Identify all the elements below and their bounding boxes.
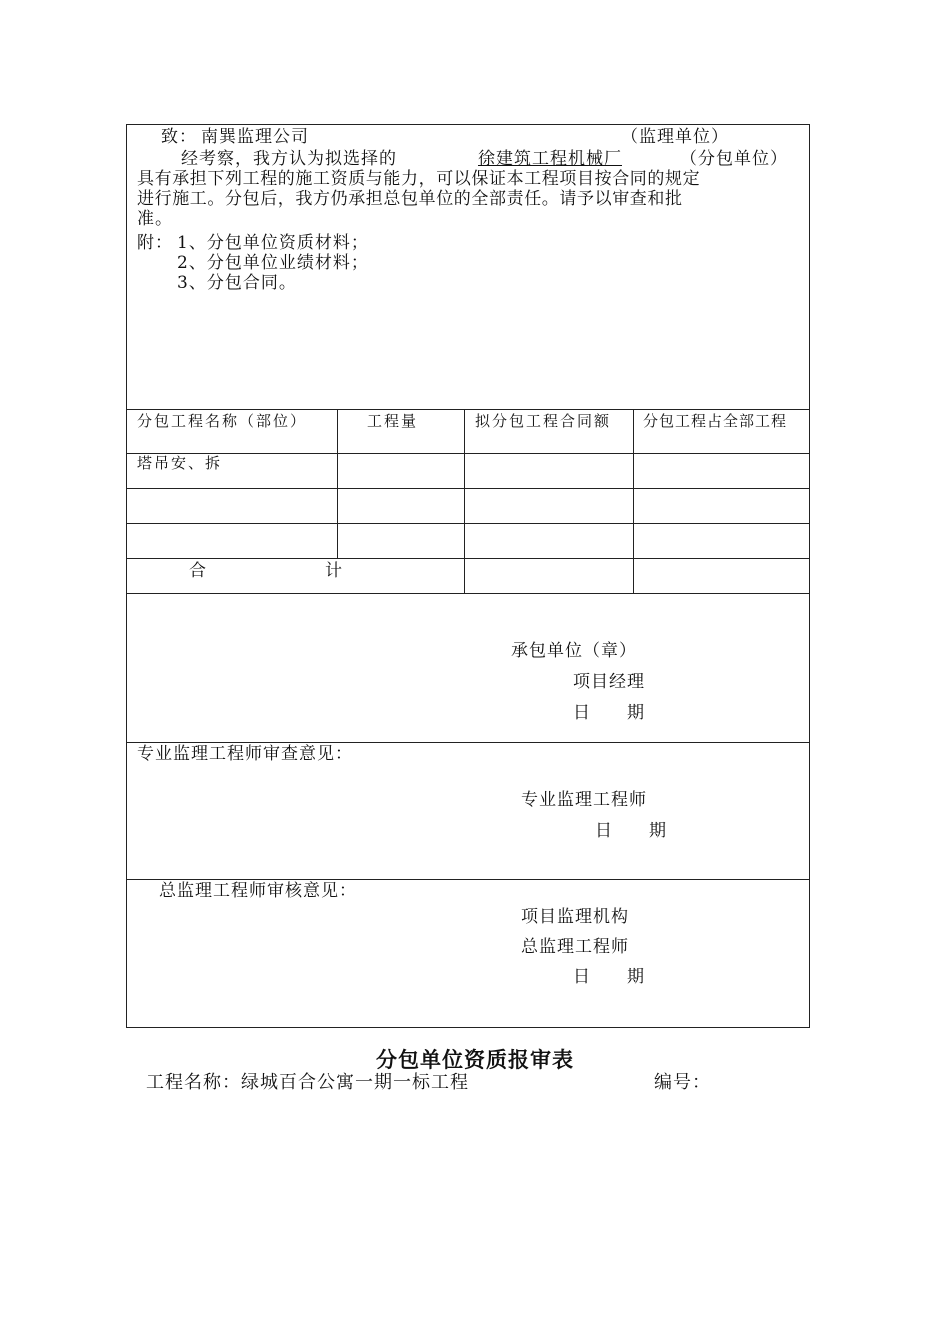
header-quantity: 工程量 bbox=[367, 412, 419, 430]
divider bbox=[127, 488, 809, 489]
supervisor-role: （监理单位） bbox=[621, 127, 729, 147]
attachment-item: 3、分包合同。 bbox=[177, 273, 297, 293]
contractor-date-label: 日 期 bbox=[573, 703, 645, 723]
total-label: 合 bbox=[189, 561, 207, 581]
subcontractor-role: （分包单位） bbox=[680, 149, 788, 169]
divider bbox=[633, 409, 634, 593]
divider bbox=[464, 409, 465, 593]
divider bbox=[127, 409, 809, 410]
project-manager-label: 项目经理 bbox=[573, 672, 645, 692]
divider bbox=[127, 593, 809, 594]
attachments-prefix: 附： bbox=[137, 233, 173, 253]
specialist-date-label: 日 期 bbox=[595, 821, 667, 841]
body-line-1: 具有承担下列工程的施工资质与能力，可以保证本工程项目按合同的规定 bbox=[137, 169, 701, 189]
specialist-engineer-label: 专业监理工程师 bbox=[521, 790, 647, 810]
divider bbox=[127, 879, 809, 880]
chief-date-label: 日 期 bbox=[573, 967, 645, 987]
header-contract-amount: 拟分包工程合同额 bbox=[475, 412, 612, 430]
contractor-unit-seal: 承包单位（章） bbox=[511, 641, 637, 661]
header-percentage: 分包工程占全部工程 bbox=[643, 412, 788, 430]
total-label: 计 bbox=[325, 561, 343, 581]
divider bbox=[127, 742, 809, 743]
chief-opinion-heading: 总监理工程师审核意见： bbox=[159, 881, 357, 901]
divider bbox=[337, 409, 338, 558]
attachment-item: 1、分包单位资质材料； bbox=[177, 233, 369, 253]
number-label: 编号： bbox=[654, 1072, 711, 1093]
specialist-opinion-heading: 专业监理工程师审查意见： bbox=[137, 744, 353, 764]
table-cell: 塔吊安、拆 bbox=[137, 454, 223, 472]
header-subcontract-name: 分包工程名称（部位） bbox=[137, 412, 308, 430]
project-name-label: 工程名称：绿城百合公寓一期一标工程 bbox=[146, 1072, 469, 1093]
body-line-3: 准。 bbox=[137, 209, 173, 229]
supervision-org-label: 项目监理机构 bbox=[521, 907, 629, 927]
chief-engineer-label: 总监理工程师 bbox=[521, 937, 629, 957]
to-prefix: 致： bbox=[161, 127, 197, 147]
subcontractor-name: 徐建筑工程机械厂 bbox=[478, 149, 622, 169]
qualification-form bbox=[126, 124, 810, 1028]
divider bbox=[127, 558, 809, 559]
body-line-2: 进行施工。分包后，我方仍承担总包单位的全部责任。请予以审查和批 bbox=[137, 189, 683, 209]
divider bbox=[127, 523, 809, 524]
attachment-item: 2、分包单位业绩材料； bbox=[177, 253, 369, 273]
intro-text: 经考察，我方认为拟选择的 bbox=[181, 149, 397, 169]
supervisor-name: 南巽监理公司 bbox=[201, 127, 309, 147]
divider bbox=[127, 453, 809, 454]
form-title: 分包单位资质报审表 bbox=[376, 1047, 574, 1072]
